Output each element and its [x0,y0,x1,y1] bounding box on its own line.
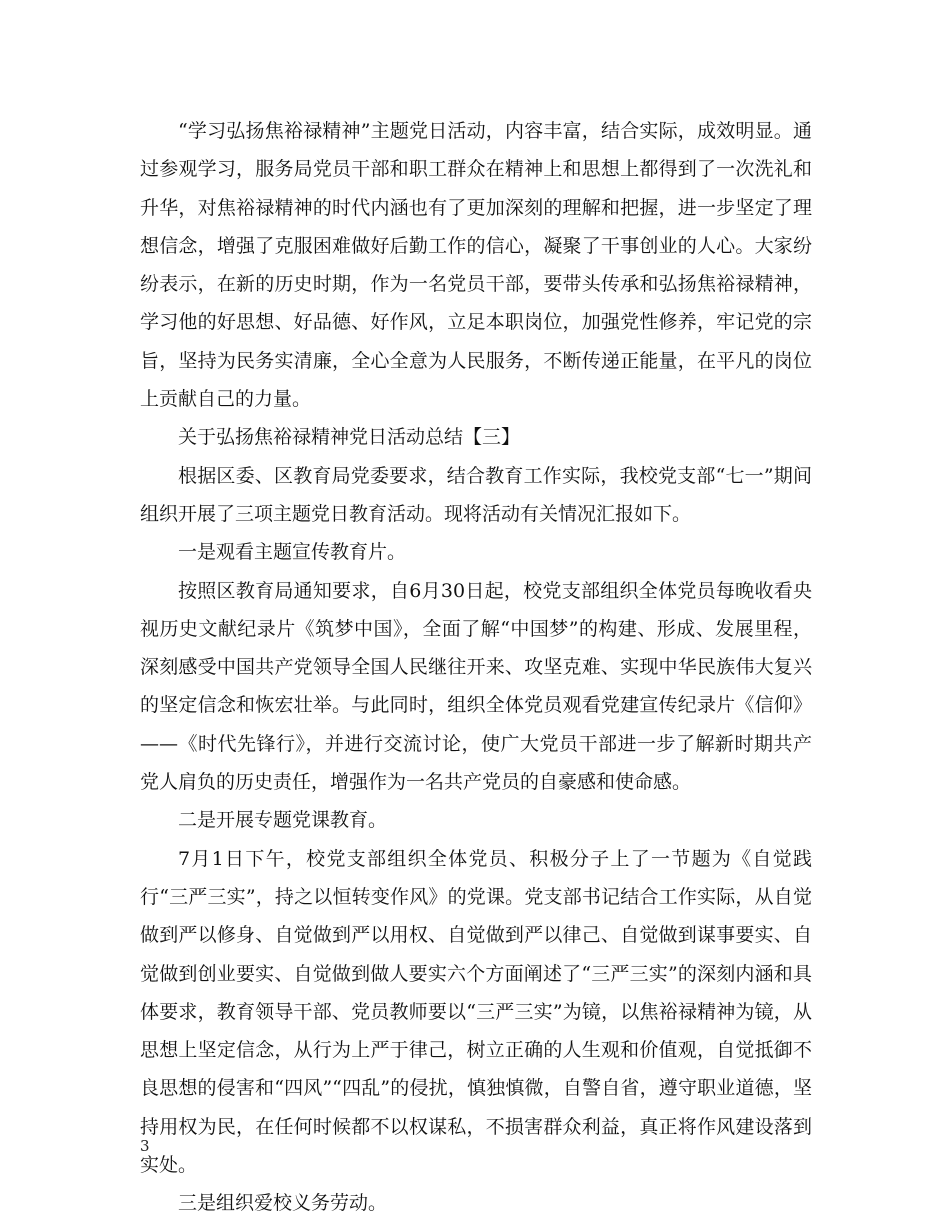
section-heading: 关于弘扬焦裕禄精神党日活动总结【三】 [178,426,521,449]
paragraph-intro: 根据区委、区教育局党委要求，结合教育工作实际，我校党支部“七一”期间组织开展了三项主题党日教育活动。现将活动有关情况汇报如下。 [140,464,812,525]
document-body [140,112,812,1223]
paragraph-item-one: 按照区教育局通知要求，自6月30日起，校党支部组织全体党员每晚收看央视历史文献纪录片《筑梦中国》，全面了解“中国梦”的构建、形成、发展里程，深刻感受中国共产党领导全国人民继往开来、攻坚克难、实现中华民族伟大复兴的坚定信念和恢宏壮举。与此同时，组织全体党员观看党建宣传纪录片《信仰》——《时代先锋行》，并进行交流讨论，使广大党员干部进一步了解新时期共产党人肩负的历史责任，增强作为一名共产党员的自豪感和使命感。 [140,579,812,794]
paragraph-item-two: 7月1日下午，校党支部组织全体党员、积极分子上了一节题为《自觉践行“三严三实”，持之以恒转变作风》的党课。党支部书记结合工作实际，从自觉做到严以修身、自觉做到严以用权、自觉做到严以律己、自觉做到谋事要实、自觉做到创业要实、自觉做到做人要实六个方面阐述了“三严三实”的深刻内涵和具体要求，教育领导干部、党员教师要以“三严三实”为镜，以焦裕禄精神为镜，从思想上坚定信念，从行为上严于律己，树立正确的人生观和价值观，自觉抵御不良思想的侵害和“四风”“四乱”的侵扰，慎独慎微，自警自省，遵守职业道德，坚持用权为民，在任何时候都不以权谋私，不损害群众利益，真正将作风建设落到实处。 [140,847,812,1177]
paragraph-activity-summary: “学习弘扬焦裕禄精神”主题党日活动，内容丰富，结合实际，成效明显。通过参观学习，服务局党员干部和职工群众在精神上和思想上都得到了一次洗礼和升华，对焦裕禄精神的时代内涵也有了更加深刻的理解和把握，进一步坚定了理想信念，增强了克服困难做好后勤工作的信心，凝聚了干事创业的人心。大家纷纷表示，在新的历史时期，作为一名党员干部，要带头传承和弘扬焦裕禄精神，学习他的好思想、好品德、好作风，立足本职岗位，加强党性修养，牢记党的宗旨，坚持为民务实清廉，全心全意为人民服务，不断传递正能量，在平凡的岗位上贡献自己的力量。 [140,120,812,411]
page-number: 3 [140,1137,150,1155]
item-heading-one: 一是观看主题宣传教育片。 [178,541,407,564]
item-heading-two: 二是开展专题党课教育。 [178,809,388,832]
item-heading-three: 三是组织爱校义务劳动。 [178,1192,388,1215]
